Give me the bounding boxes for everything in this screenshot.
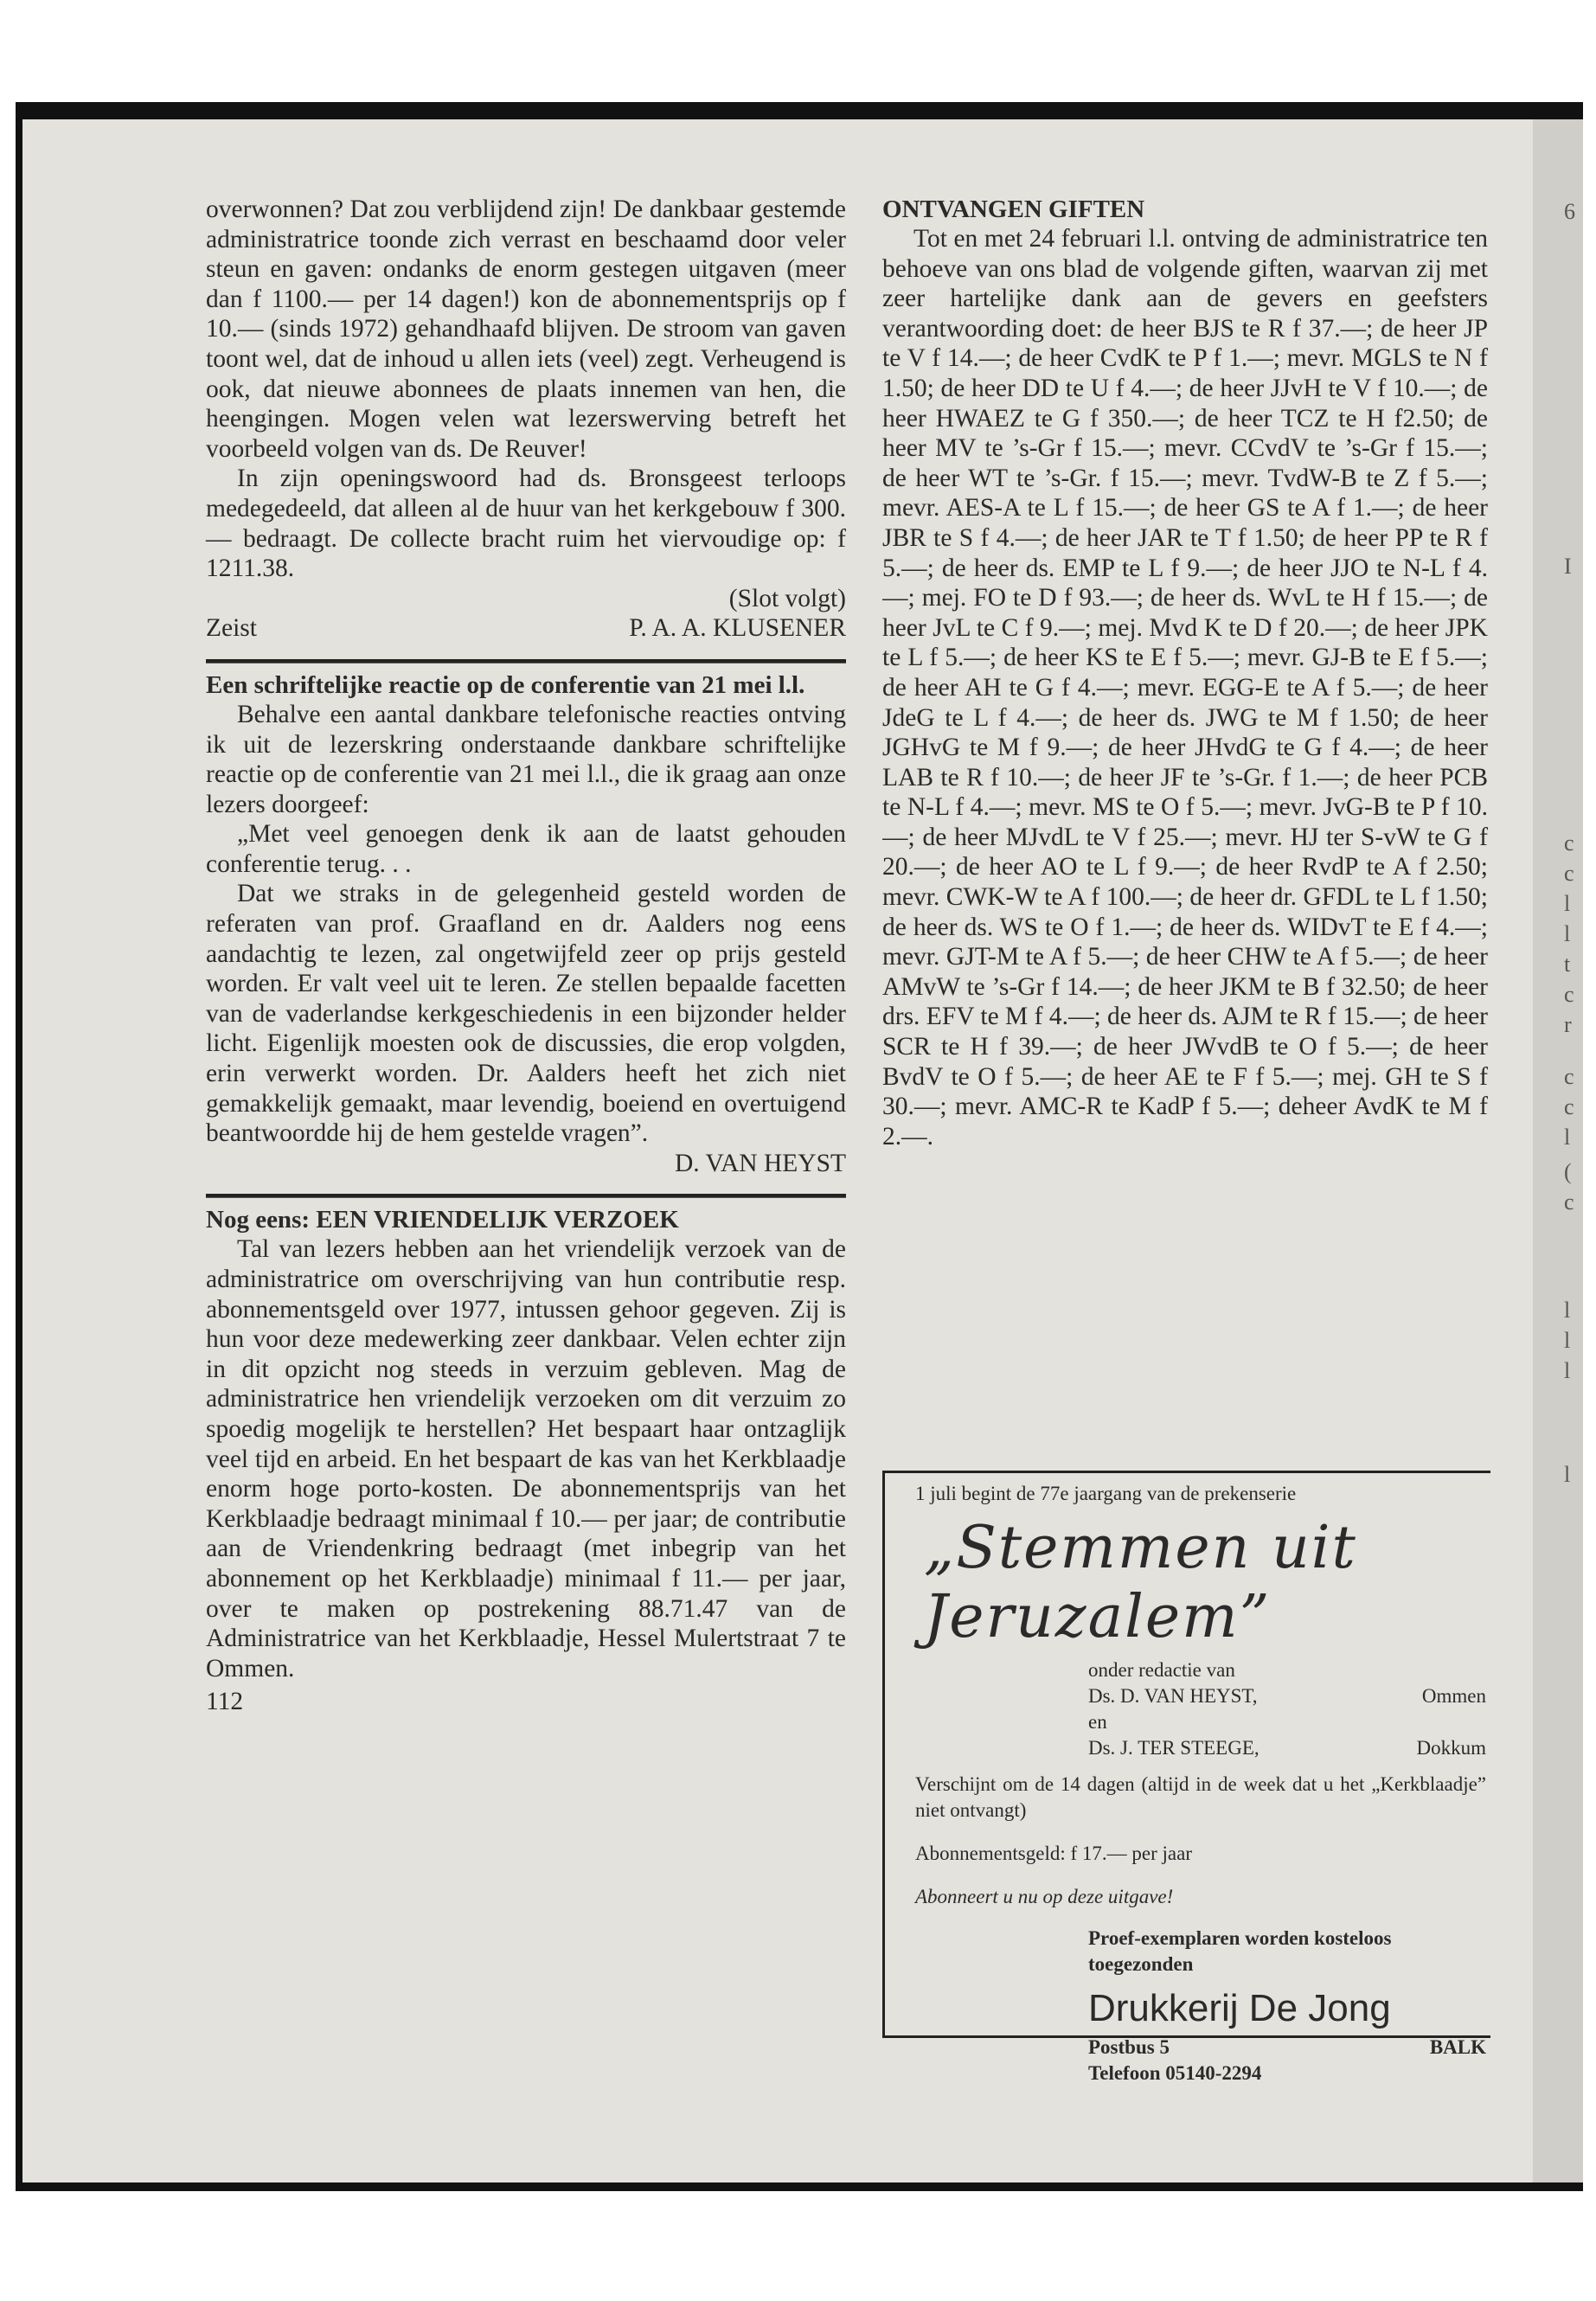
strip-char: t [1564,952,1571,977]
city: BALK [1429,2036,1486,2058]
editor-place: Dokkum [1416,1737,1486,1759]
strip-char: c [1564,1189,1574,1215]
left-column [206,195,846,1717]
article2-para: „Met veel genoegen denk ik aan de laatst gehouden conferentie terug. . . [206,820,846,878]
article-heading: ONTVANGEN GIFTEN [882,195,1145,223]
place: Zeist [206,614,257,643]
strip-char: l [1564,1328,1571,1353]
ad-phone: Telefoon 05140-2294 [1088,2062,1262,2084]
ad-and: en [1088,1711,1107,1733]
divider [206,1194,846,1198]
strip-char: I [1564,554,1572,579]
signature-line [206,613,846,644]
page-number: 112 [206,1688,244,1716]
strip-char: l [1564,1358,1571,1383]
gifts-list: Tot en met 24 februari l.l. ontving de administratrice ten behoeve van ons blad de volgende giften, waarvan zij met zeer hartelijke dank aan de gevers en geefsters verantwoording doet: de heer BJS te R f 37.—; de heer JP te V f 14.—; de heer CvdK te P f 1.—; mevr. MGLS te N f 1.50; de heer DD te U f 4.—; de heer JJvH te V f 10.—; de heer HWAEZ te G f 350.—; de heer TCZ te H f2.50; de heer MV te ’s-Gr f 15.—; mevr. CCvdV te ’s-Gr f 15.—; de heer WT te ’s-Gr. f 15.—; mevr. TvdW-B te Z f 5.—; mevr. AES-A te L f 15.—; de heer GS te A f 1.—; de heer JBR te S f 4.—; de heer JAR te T f 1.50; de heer PP te R f 5.—; de heer ds. EMP te L f 9.—; de heer JJO te N-L f 4.—; mej. FO te D f 93.—; de heer ds. WvL te H f 15.—; de heer JvL te C f 9.—; mej. Mvd K te D f 20.—; de heer JPK te L f 5.—; de heer KS te E f 5.—; mevr. GJ-B te E f 5.—; de heer AH te G f 4.—; mevr. EGG-E te A f 5.—; de heer JdeG te L f 4.—; de heer ds. JWG te M f 1.50; de heer JGHvG te M f 9.—; de heer JHvdG te G f 4.—; de heer LAB te R f 10.—; de heer JF te ’s-Gr. f 1.—; de heer PCB te N-L f 4.—; mevr. MS te O f 5.—; mevr. JvG-B te P f 10.—; de heer MJvdL te V f 25.—; mevr. HJ ter S-vW te G f 20.—; de heer AO te L f 9.—; de heer RvdP te A f 2.50; mevr. CWK-W te A f 100.—; de heer dr. GFDL te L f 1.50; de heer ds. WS te O f 1.—; de heer ds. WIDvT te E f 4.—; mevr. GJT-M te A f 5.—; de heer CHW te A f 5.—; de heer AMvW te ’s-Gr f 14.—; de heer JKM te B f 32.50; de heer drs. EFV te M f 4.—; de heer ds. AJM te R f 15.—; de heer SCR te H f 39.—; de heer JWvdB te O f 5.—; de heer BvdV te O f 5.—; de heer AE te F f 5.—; mej. GH te S f 30.—; mevr. AMC-R te KadP f 5.—; deheer AvdK te M f 2.—. [882,225,1488,1150]
editor-name: Ds. D. VAN HEYST, [1088,1685,1258,1707]
strip-char: c [1564,982,1574,1007]
advertisement [915,1481,1486,2086]
strip-char: c [1564,830,1574,856]
ad-schedule: Verschijnt om de 14 dagen (altijd in de week dat u het „Kerkblaadje” niet ontvangt) [915,1773,1486,1821]
strip-char: l [1564,1125,1571,1150]
strip-char: c [1564,1094,1574,1119]
ad-address [1088,2035,1486,2061]
ad-editor [1088,1735,1486,1761]
strip-char: l [1564,921,1571,946]
strip-char: r [1564,1012,1572,1037]
ad-price: Abonnementsgeld: f 17.— per jaar [915,1843,1192,1864]
article-heading: Nog eens: EEN VRIENDELIJK VERZOEK [206,1206,679,1234]
article2-para: Dat we straks in de gelegenheid gesteld worden de referaten van prof. Graafland en dr. Aalders nog eens aandachtig te lezen, zal ongetwijfeld zeer op prijs gesteld worden. Er valt veel uit te leren. Ze stellen bepaalde facetten van de vaderlandse kerkgeschiedenis in een bijzonder helder licht. Eigenlijk moesten ook de discussies, die erop volgden, erin verwerkt worden. Dr. Aalders heeft het zich niet gemakkelijk gemaakt, maar levendig, boeiend en overtuigend beantwoordde hij de hem gestelde vragen”. [206,880,846,1148]
article3-para: Tal van lezers hebben aan het vriendelijk verzoek van de administratrice om overschrijving van hun contributie resp. abonnementsgeld over 1977, intussen gehoor gegeven. Zij is hun voor deze medewerking zeer dankbaar. Velen echter zijn in dit opzicht nog steeds in verzuim gebleven. Mag de administratrice hen vriendelijk verzoeken om dit verzuim zo spoedig mogelijk te herstellen? Het bespaart haar ontzaglijk veel tijd en arbeid. En het bespaart de kas van het Kerkblaadje enorm hoge porto-kosten. De abonnementsprijs van het Kerkblaadje bedraagt minimaal f 10.— per jaar; de contributie aan de Vriendenkring bedraagt (met inbegrip van het abonnement op het Kerkblaadje) minimaal f 11.— per jaar, over te maken op postrekening 88.71.47 van de Administratrice van het Kerkblaadje, Hessel Mulertstraat 7 te Ommen. [206,1235,846,1682]
article1-para: In zijn openingswoord had ds. Bronsgeest terloops medegedeeld, dat alleen al de huur van het kerkgebouw f 300.— bedraagt. De collecte bracht ruim het viervoudige op: f 1211.38. [206,465,846,583]
article2-para: Behalve een aantal dankbare telefonische reacties ontving ik uit de lezerskring onderstaande dankbare schriftelijke reactie op de conferentie van 21 mei l.l., die ik graag aan onze lezers doorgeef: [206,700,846,818]
strip-char: l [1564,891,1571,916]
strip-char: l [1564,1298,1571,1323]
ad-free-copies: Proef-exemplaren worden kosteloos toegezonden [1088,1927,1392,1975]
strip-char: 6 [1564,199,1575,224]
strip-char: l [1564,1462,1571,1487]
strip-char: ( [1564,1159,1572,1184]
ad-title: „Stemmen uit Jeruzalem” [924,1514,1357,1651]
ad-editor [1088,1683,1486,1709]
article-heading: Een schriftelijke reactie op de conferentie van 21 mei l.l. [206,670,805,699]
author: D. VAN HEYST [674,1149,846,1177]
adjacent-page-edge [1533,119,1583,2182]
postbus: Postbus 5 [1088,2036,1170,2058]
to-be-continued: (Slot volgt) [728,584,846,612]
editor-place: Ommen [1421,1685,1486,1707]
ad-editors-intro: onder redactie van [1088,1659,1235,1681]
article1-para: overwonnen? Dat zou verblijdend zijn! De dankbaar gestemde administratrice toonde zich verrast en beschaamd door veler steun en gaven: ondanks de enorm gestegen uitgaven (meer dan f 1100.— per 14 dagen!) kon de abonnementsprijs op f 10.— (sinds 1972) gehandhaafd blijven. De stroom van gaven toont wel, dat de inhoud u allen iets (veel) zegt. Verheugend is ook, dat nieuwe abonnees de plaats innemen van hen, die heengingen. Mogen velen wat lezerswerving betreft het voorbeeld volgen van ds. De Reuver! [206,195,846,463]
ad-intro: 1 juli begint de 77e jaargang van de prekenserie [915,1483,1297,1504]
editor-name: Ds. J. TER STEEGE, [1088,1737,1259,1759]
ad-printer: Drukkerij De Jong [1088,1987,1391,2029]
strip-char: c [1564,861,1574,886]
ad-cta: Abonneert u nu op deze uitgave! [915,1886,1174,1907]
right-column [882,195,1488,1151]
divider [206,659,846,663]
strip-char: c [1564,1064,1574,1089]
author: P. A. A. KLUSENER [629,614,846,643]
